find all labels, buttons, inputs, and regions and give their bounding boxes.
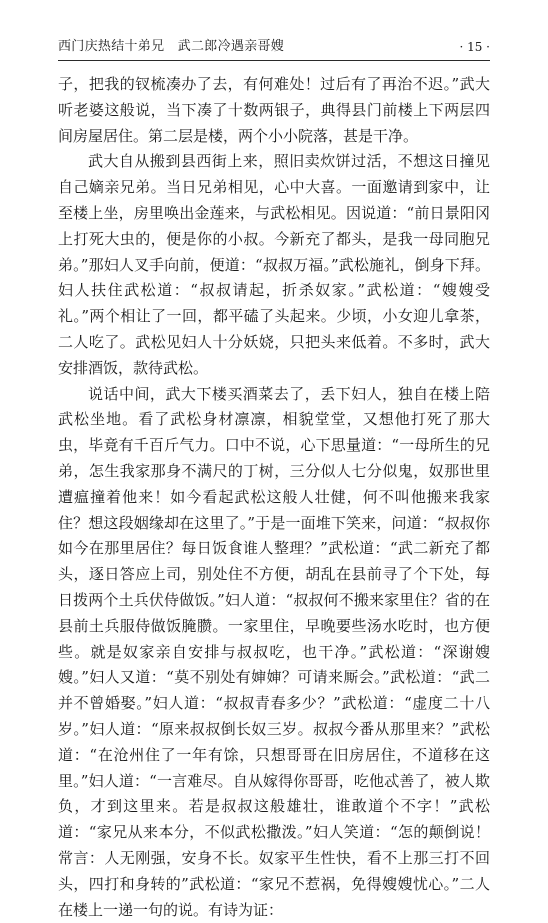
header-divider [58,60,490,61]
page-number: · 15 · [459,40,490,54]
page-body [58,72,490,923]
chapter-title: 西门庆热结十弟兄 武二郎冷遇亲哥嫂 [58,39,285,54]
paragraph: 武大自从搬到县西街上来，照旧卖炊饼过活，不想这日撞见自己嫡亲兄弟。当日兄弟相见，心中大喜。一面邀请到家中，让至楼上坐，房里唤出金莲来，与武松相见。因说道：“前日景阳冈上打死大虫的，便是你的小叔。今新充了都头，是我一母同胞兄弟。”那妇人叉手向前，便道：“叔叔万福。”武松施礼，倒身下拜。妇人扶住武松道：“叔叔请起，折杀奴家。”武松道：“嫂嫂受礼。”两个相让了一回，都平磕了头起来。少顷，小女迎儿拿茶，二人吃了。武松见妇人十分妖娆，只把头来低着。不多时，武大安排酒饭，款待武松。 [58,152,490,377]
running-header [58,38,490,56]
paragraph: 说话中间，武大下楼买酒菜去了，丢下妇人，独自在楼上陪武松坐地。看了武松身材凛凛，相貌堂堂，又想他打死了那大虫，毕竟有千百斤气力。口中不说，心下思量道：“一母所生的兄弟，怎生我家那身不满尺的丁树，三分似人七分似鬼，奴那世里遭瘟撞着他来！如今看起武松这般人壮健，何不叫他搬来我家住？想这段姻缘却在这里了。”于是一面堆下笑来，问道：“叔叔你如今在那里居住？每日饭食谁人整理？”武松道：“武二新充了都头，逐日答应上司，别处住不方便，胡乱在县前寻了个下处，每日拨两个土兵伏侍做饭。”妇人道：“叔叔何不搬来家里住？省的在县前土兵服侍做饭腌臜。一家里住，早晚要些汤水吃时，也方便些。就是奴家亲自安排与叔叔吃，也干净。”武松道：“深谢嫂嫂。”妇人又道：“莫不别处有婶婶？可请来厮会。”武松道：“武二并不曾婚娶。”妇人道：“叔叔青春多少？”武松道：“虚度二十八岁。”妇人道：“原来叔叔倒长奴三岁。叔叔今番从那里来？”武松道：“在沧州住了一年有馀，只想哥哥在旧房居住，不道移在这里。”妇人道：“一言难尽。自从嫁得你哥哥，吃他忒善了，被人欺负，才到这里来。若是叔叔这般雄壮，谁敢道个不字！”武松道：“家兄从来本分，不似武松撒泼。”妇人笑道：“怎的颠倒说！常言：人无刚强，安身不长。奴家平生性快，看不上那三打不回头，四打和身转的”武松道：“家兄不惹祸，免得嫂嫂忧心。”二人在楼上一递一句的说。有诗为证： [58,384,490,919]
paragraph-continued: 子，把我的钗梳凑办了去，有何难处！过后有了再治不迟。”武大听老婆这般说，当下凑了十数两银子，典得县门前楼上下两层四间房屋居住。第二层是楼，两个小小院落，甚是干净。 [58,75,490,145]
